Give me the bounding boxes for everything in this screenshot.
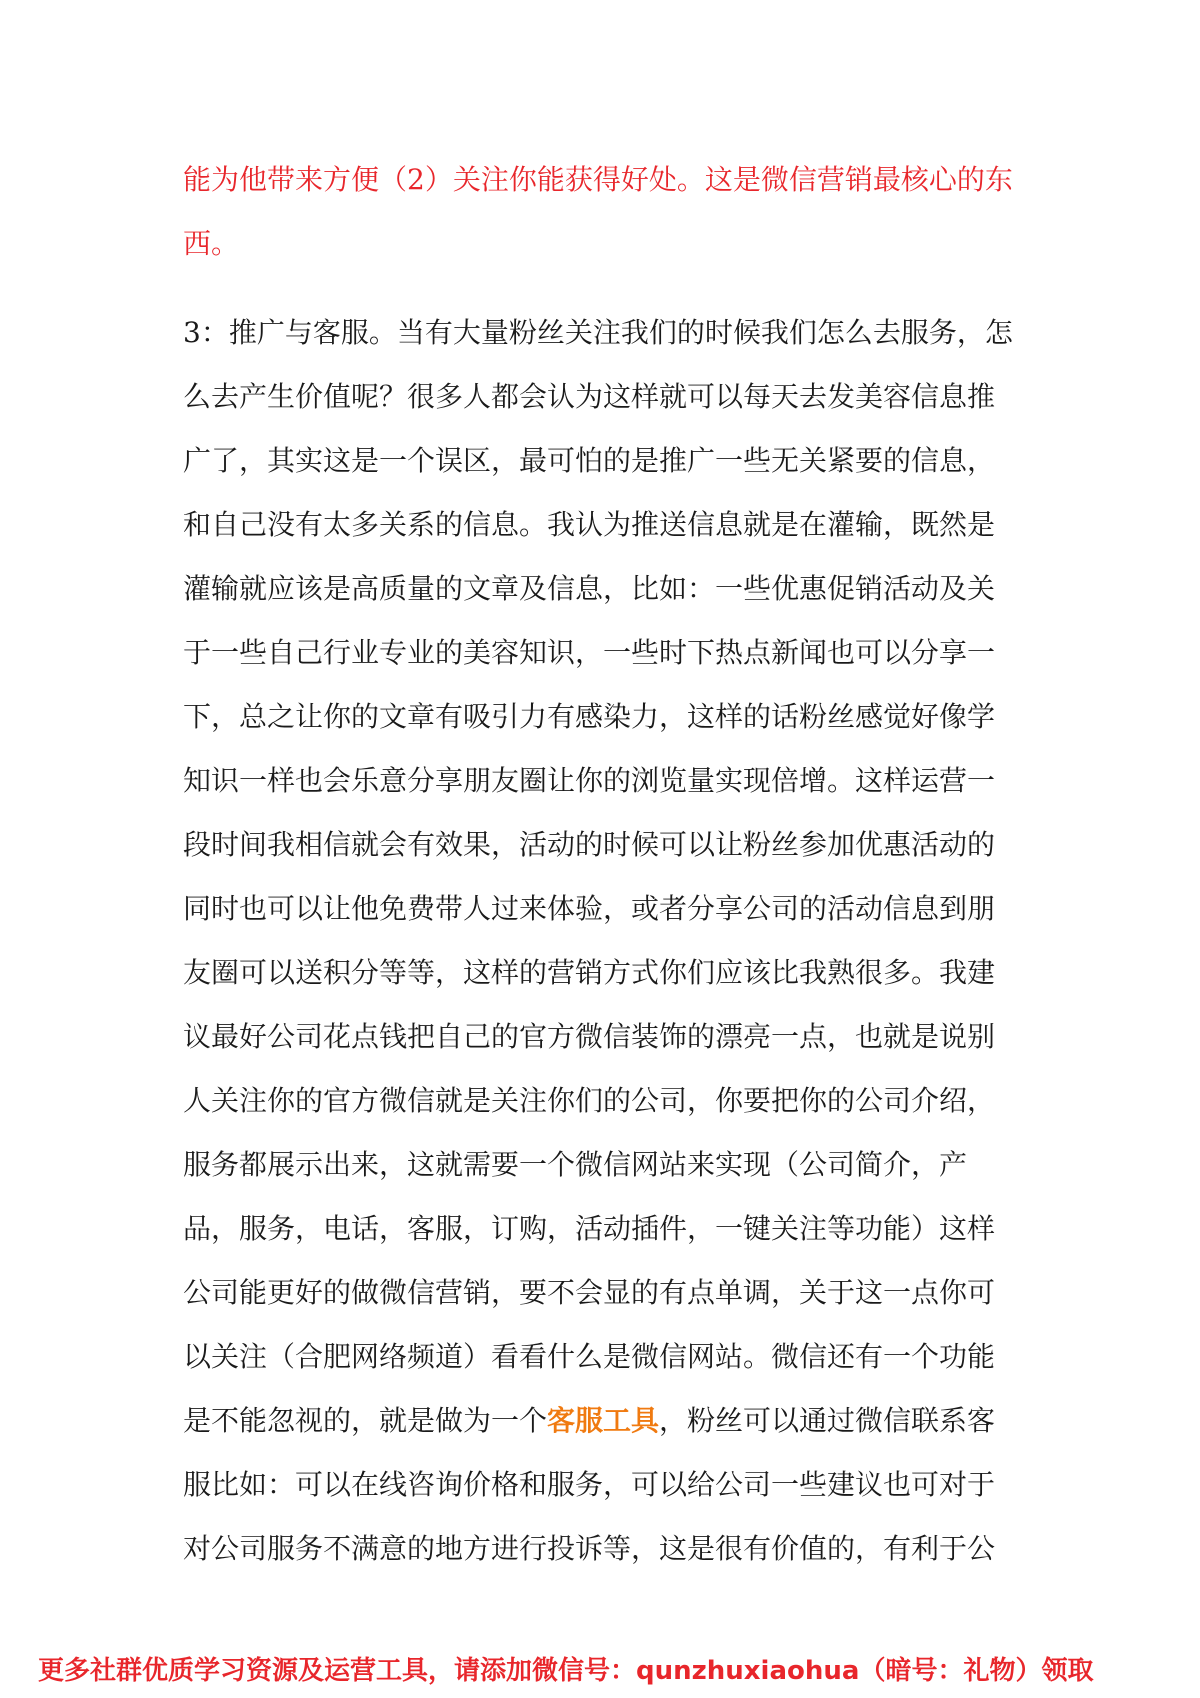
body-line: 3：推广与客服。当有大量粉丝关注我们的时候我们怎么去服务，怎 bbox=[183, 316, 1013, 349]
body-line: 议最好公司花点钱把自己的官方微信装饰的漂亮一点，也就是说别 bbox=[183, 1020, 996, 1053]
body-line: 下，总之让你的文章有吸引力有感染力，这样的话粉丝感觉好像学 bbox=[183, 700, 996, 733]
red-line-2: 西。 bbox=[183, 227, 240, 260]
section-3-paragraph bbox=[183, 301, 1023, 1581]
highlight-line-after: ，粉丝可以通过微信联系客 bbox=[659, 1404, 996, 1437]
body-line: 同时也可以让他免费带人过来体验，或者分享公司的活动信息到朋 bbox=[183, 892, 996, 925]
body-line: 对公司服务不满意的地方进行投诉等，这是很有价值的，有利于公 bbox=[183, 1532, 996, 1565]
body-line: 和自己没有太多关系的信息。我认为推送信息就是在灌输，既然是 bbox=[183, 508, 996, 541]
body-line: 公司能更好的做微信营销，要不会显的有点单调，关于这一点你可 bbox=[183, 1276, 996, 1309]
footer-promo-text: 更多社群优质学习资源及运营工具，请添加微信号：qunzhuxiaohua（暗号：礼物）领取 bbox=[38, 1656, 1094, 1686]
customer-service-tool-highlight: 客服工具 bbox=[547, 1404, 660, 1437]
body-line: 灌输就应该是高质量的文章及信息，比如：一些优惠促销活动及关 bbox=[183, 572, 996, 605]
body-line-with-highlight bbox=[183, 1389, 1023, 1453]
body-line: 友圈可以送积分等等，这样的营销方式你们应该比我熟很多。我建 bbox=[183, 956, 996, 989]
body-line: 于一些自己行业专业的美容知识，一些时下热点新闻也可以分享一 bbox=[183, 636, 996, 669]
body-line: 人关注你的官方微信就是关注你们的公司，你要把你的公司介绍， bbox=[183, 1084, 996, 1117]
body-line: 服务都展示出来，这就需要一个微信网站来实现（公司简介，产 bbox=[183, 1148, 968, 1181]
body-line: 段时间我相信就会有效果，活动的时候可以让粉丝参加优惠活动的 bbox=[183, 828, 996, 861]
red-line-1: 能为他带来方便（2）关注你能获得好处。这是微信营销最核心的东 bbox=[183, 163, 1013, 196]
red-paragraph bbox=[183, 148, 1023, 276]
body-line: 以关注（合肥网络频道）看看什么是微信网站。微信还有一个功能 bbox=[183, 1340, 996, 1373]
body-line: 品，服务，电话，客服，订购，活动插件，一键关注等功能）这样 bbox=[183, 1212, 996, 1245]
body-line: 广了，其实这是一个误区，最可怕的是推广一些无关紧要的信息， bbox=[183, 444, 996, 477]
body-line: 服比如：可以在线咨询价格和服务，可以给公司一些建议也可对于 bbox=[183, 1468, 996, 1501]
body-line: 么去产生价值呢？很多人都会认为这样就可以每天去发美容信息推 bbox=[183, 380, 996, 413]
body-line: 知识一样也会乐意分享朋友圈让你的浏览量实现倍增。这样运营一 bbox=[183, 764, 996, 797]
highlight-line-before: 是不能忽视的，就是做为一个 bbox=[183, 1404, 548, 1437]
